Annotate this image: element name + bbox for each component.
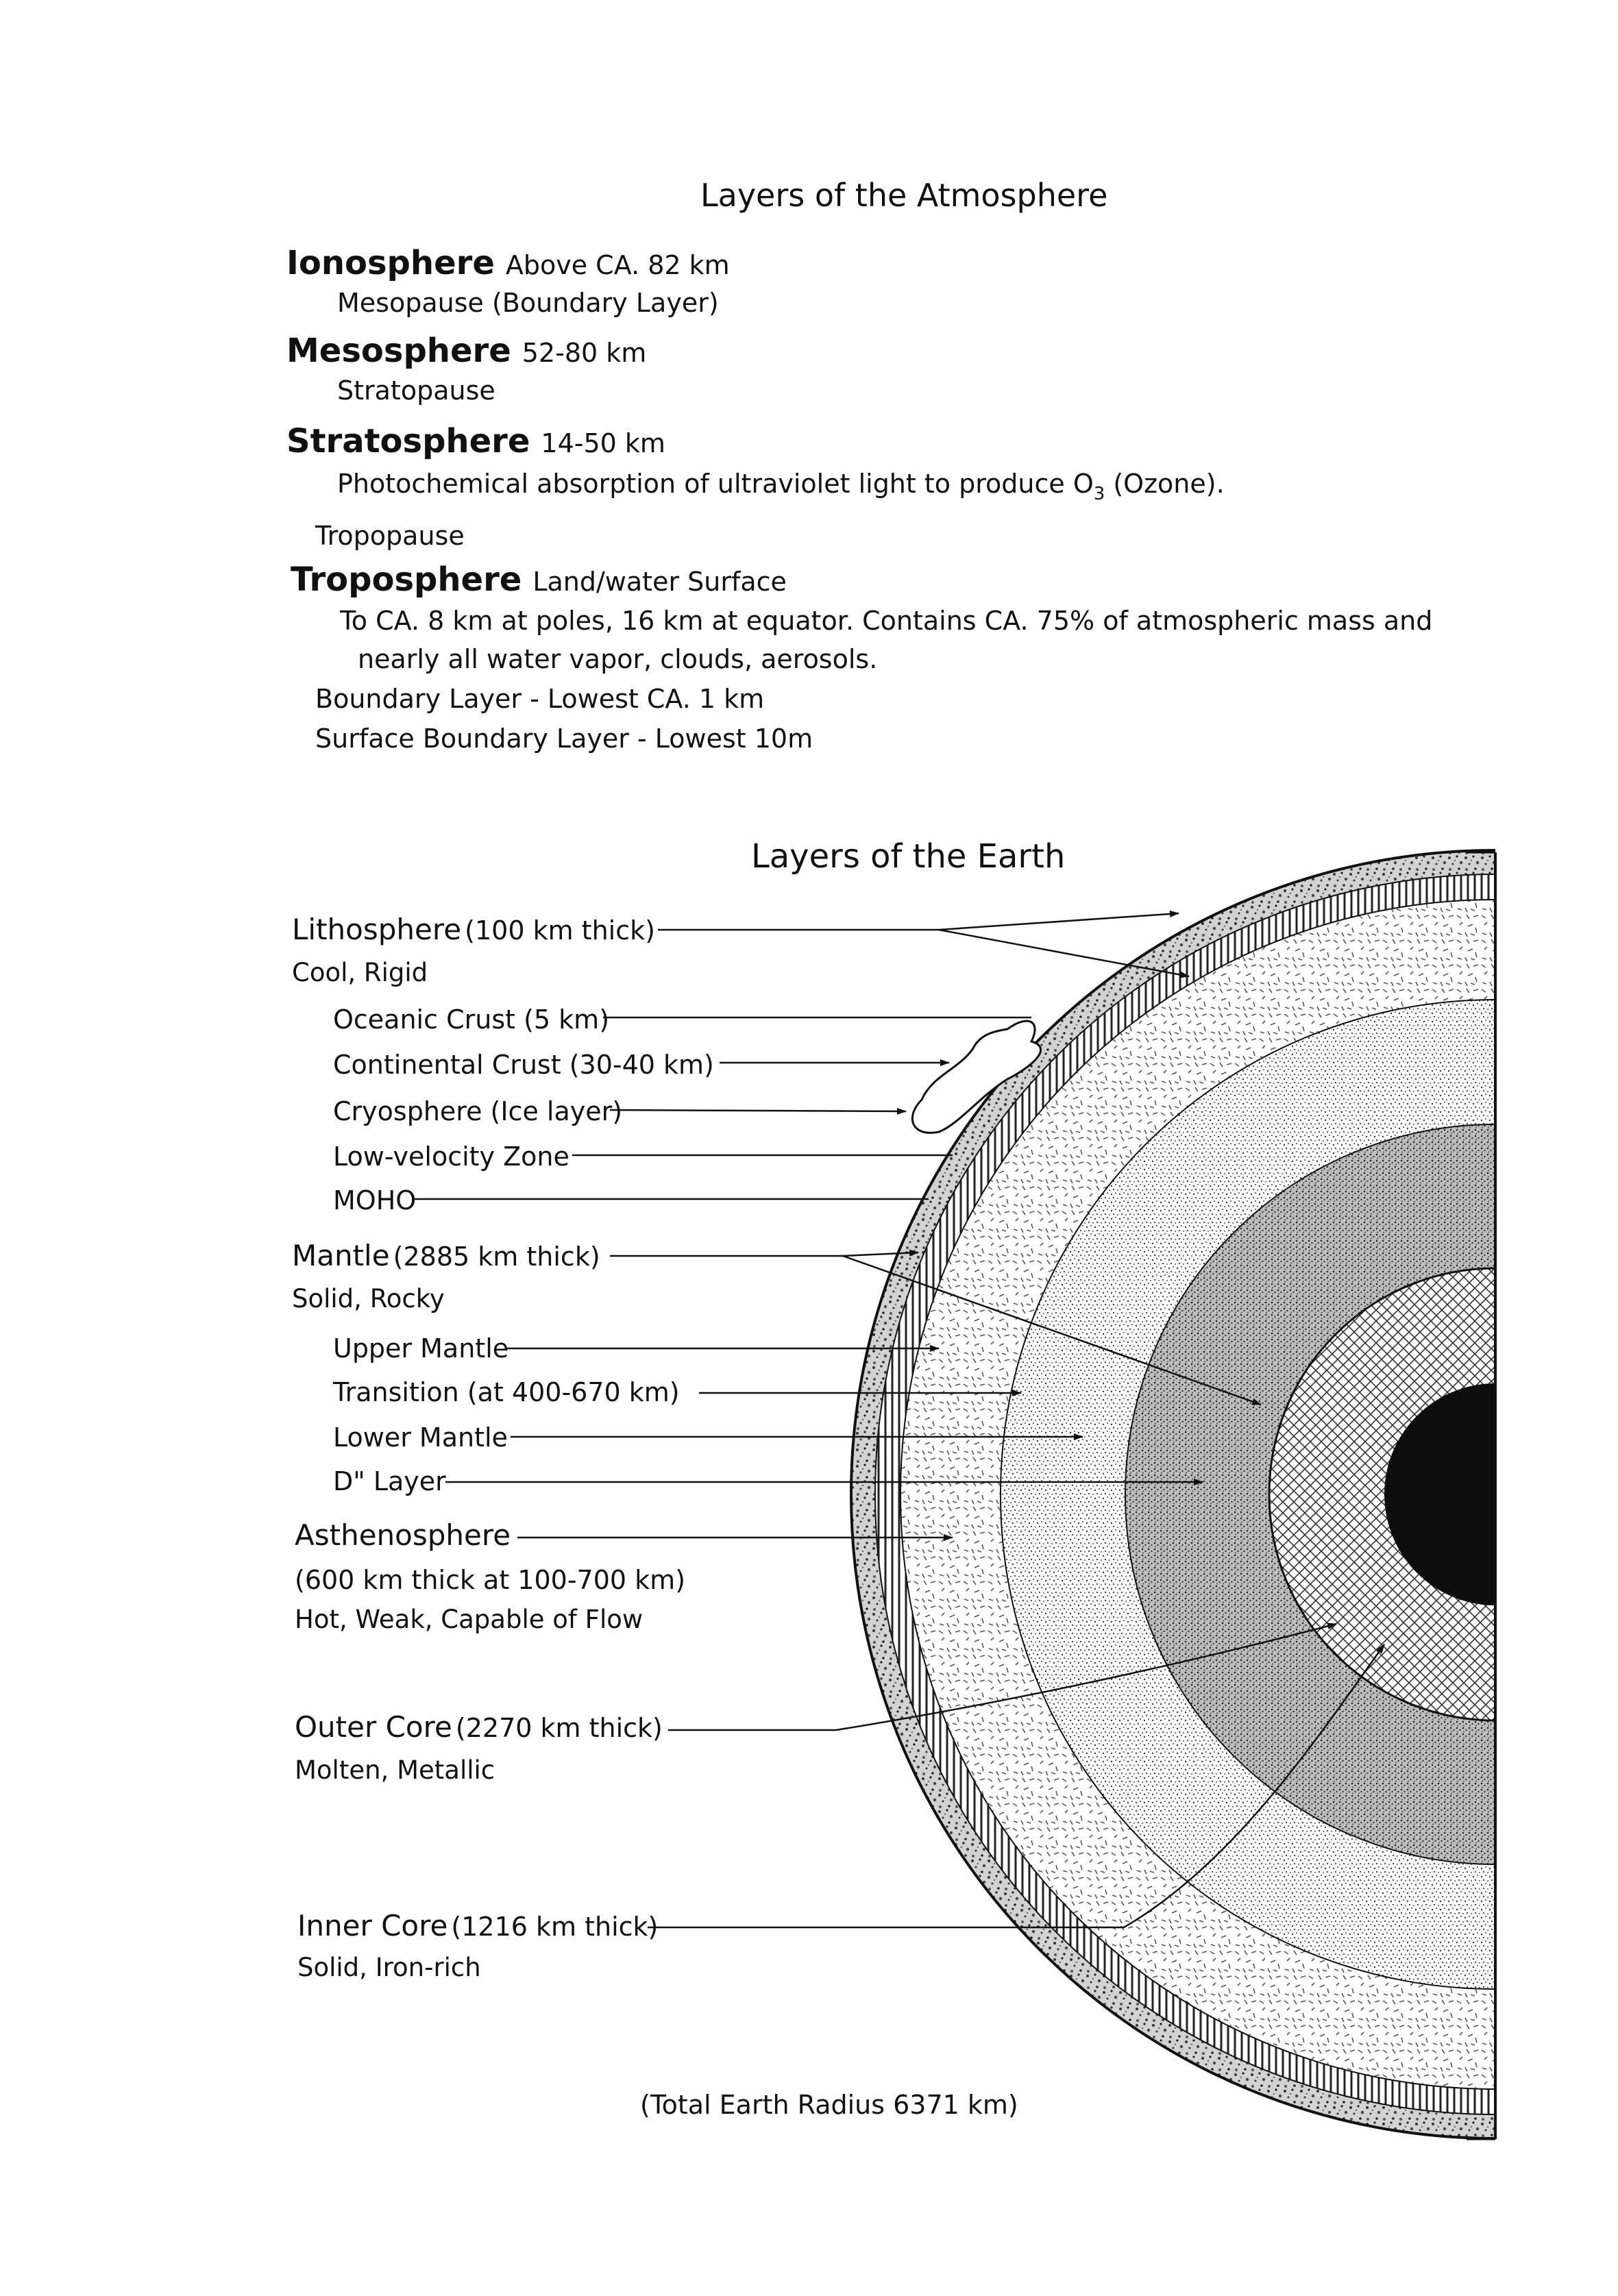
continental-crust-label: Continental Crust (30-40 km)	[333, 1050, 714, 1080]
asthenosphere-name: Asthenosphere	[295, 1518, 511, 1552]
troposphere-name: Troposphere	[291, 560, 522, 599]
moho-label: MOHO	[333, 1185, 417, 1215]
lithosphere-thickness: (100 km thick)	[465, 915, 655, 946]
lithosphere-leader-a	[658, 913, 1179, 930]
troposphere-note-1: To CA. 8 km at poles, 16 km at equator. Contains CA. 75% of atmospheric mass and	[340, 606, 1433, 636]
ozone-subscript: 3	[1093, 484, 1105, 504]
surface-boundary-layer-label: Surface Boundary Layer - Lowest 10m	[315, 724, 813, 754]
ozone-note-post: (Ozone).	[1105, 469, 1225, 499]
stratosphere-name: Stratosphere	[286, 422, 530, 460]
outer-core-name: Outer Core	[295, 1710, 452, 1744]
lithosphere-name: Lithosphere	[292, 913, 462, 946]
outer-core-row	[295, 1710, 663, 1744]
lithosphere-desc: Cool, Rigid	[292, 958, 428, 987]
inner-core-desc: Solid, Iron-rich	[297, 1953, 481, 1982]
atmosphere-title: Layers of the Atmosphere	[700, 177, 1108, 214]
stratopause-label: Stratopause	[337, 375, 495, 406]
outer-core-desc: Molten, Metallic	[295, 1755, 495, 1785]
troposphere-range: Land/water Surface	[532, 567, 787, 597]
troposphere-note-2: nearly all water vapor, clouds, aerosols.	[358, 644, 878, 674]
earth-title: Layers of the Earth	[751, 837, 1066, 876]
low-velocity-zone-label: Low-velocity Zone	[333, 1141, 569, 1172]
mantle-leader-a	[610, 1252, 918, 1256]
outer-core-thickness: (2270 km thick)	[455, 1713, 663, 1743]
lithosphere-row	[292, 913, 655, 946]
mantle-row	[292, 1239, 600, 1272]
inner-core-name: Inner Core	[297, 1909, 448, 1942]
mesopause-label: Mesopause (Boundary Layer)	[337, 288, 719, 318]
upper-mantle-label: Upper Mantle	[333, 1333, 509, 1363]
lower-mantle-label: Lower Mantle	[333, 1422, 508, 1453]
asthenosphere-thickness: (600 km thick at 100-700 km)	[295, 1565, 686, 1595]
mesosphere-name: Mesosphere	[286, 332, 511, 370]
ionosphere-name: Ionosphere	[286, 244, 495, 282]
cryosphere-label: Cryosphere (Ice layer)	[333, 1096, 623, 1126]
ozone-note-pre: Photochemical absorption of ultraviolet light to produce O	[337, 469, 1094, 499]
mesosphere-range: 52-80 km	[522, 338, 647, 368]
inner-core-thickness: (1216 km thick)	[451, 1912, 659, 1942]
cryosphere-leader	[610, 1110, 906, 1111]
mantle-desc: Solid, Rocky	[292, 1284, 445, 1313]
transition-label: Transition (at 400-670 km)	[333, 1377, 680, 1407]
earth-layers	[851, 850, 1618, 2138]
asthenosphere-desc: Hot, Weak, Capable of Flow	[295, 1605, 643, 1634]
inner-core-row	[297, 1909, 658, 1942]
tropopause-label: Tropopause	[315, 521, 465, 551]
boundary-layer-label: Boundary Layer - Lowest CA. 1 km	[315, 684, 765, 714]
mantle-thickness: (2885 km thick)	[393, 1242, 600, 1272]
d-layer-label: D" Layer	[333, 1466, 446, 1496]
oceanic-crust-label: Oceanic Crust (5 km)	[333, 1004, 610, 1035]
stratosphere-range: 14-50 km	[541, 428, 665, 458]
mantle-name: Mantle	[292, 1239, 390, 1272]
total-earth-radius: (Total Earth Radius 6371 km)	[640, 2090, 1018, 2120]
ionosphere-range: Above CA. 82 km	[505, 250, 730, 280]
